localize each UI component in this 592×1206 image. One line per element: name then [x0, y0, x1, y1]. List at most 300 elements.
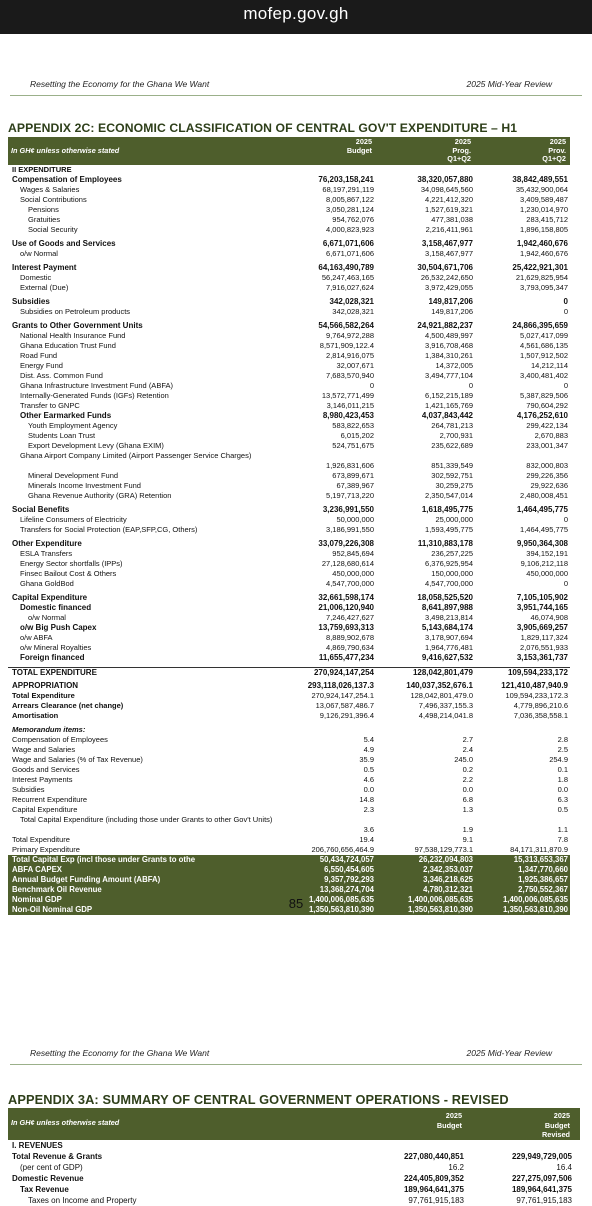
row-value-col2: 189,964,641,375 [511, 1185, 572, 1194]
row-label: National Health Insurance Fund [20, 331, 126, 340]
row-label: Subsidies [12, 785, 45, 794]
row-value-col3: 1,350,563,810,390 [502, 905, 568, 914]
row-label: o/w Normal [20, 249, 58, 258]
row-label: o/w ABFA [20, 633, 53, 642]
row-value-col2: 5,143,684,174 [421, 623, 473, 632]
row-value-col3: 1,925,386,657 [518, 875, 568, 884]
row-label: Domestic Revenue [12, 1174, 84, 1183]
table-row [8, 613, 570, 623]
row-value-col3: 1,942,460,676 [520, 249, 568, 258]
row-value-col2: 14,372,005 [435, 361, 473, 370]
table-row [8, 815, 570, 835]
row-value-col2: 2,342,353,037 [423, 865, 473, 874]
row-value-col3: 35,432,900,064 [515, 185, 568, 194]
row-value-col2: 18,058,525,520 [417, 593, 473, 602]
row-value-col2: 2,700,931 [439, 431, 473, 440]
row-value-col1: 13,759,693,313 [318, 623, 374, 632]
table-row [8, 225, 570, 235]
row-value-col1: 9,764,972,288 [326, 331, 374, 340]
row-value-col1: 0 [369, 381, 374, 390]
table-row [8, 401, 570, 411]
row-value-col3: 1,400,006,085,635 [502, 895, 568, 904]
row-value-col2: 97,761,915,183 [516, 1196, 572, 1205]
row-value-col1: 13,067,587,486.7 [315, 701, 374, 710]
row-label: Domestic financed [20, 603, 92, 612]
row-value-col1: 1,350,563,810,390 [308, 905, 374, 914]
row-value-col3: 38,842,489,551 [512, 175, 568, 184]
table-row [8, 411, 570, 421]
row-value-col1: 0.5 [363, 765, 374, 774]
row-label: I. REVENUES [12, 1141, 63, 1150]
row-value-col2: 4,500,489,997 [425, 331, 473, 340]
table-row [8, 681, 570, 691]
col-header-budget: 2025 Budget [346, 137, 372, 155]
row-value-col1: 270,924,147,254 [313, 668, 374, 677]
table-row [8, 539, 570, 549]
row-value-col3: 1,942,460,676 [516, 239, 568, 248]
table-row [8, 775, 570, 785]
row-label: Annual Budget Funding Amount (ABFA) [12, 875, 161, 884]
row-value-col3: 0 [563, 515, 568, 524]
row-value-col3: 1,829,117,324 [520, 633, 568, 642]
table-row [8, 215, 570, 225]
table-row [8, 391, 570, 401]
row-value-col3: 121,410,487,940.9 [501, 681, 568, 690]
row-value-col1: 4.6 [363, 775, 374, 784]
row-value-col3: 2,750,552,367 [518, 885, 568, 894]
row-label: Ghana Infrastructure Investment Fund (ABFA) [20, 381, 173, 390]
running-header-left-2: Resetting the Economy for the Ghana We Want [30, 1048, 210, 1058]
row-label: Benchmark Oil Revenue [12, 885, 102, 894]
row-value-col3: 2.5 [557, 745, 568, 754]
row-label: Social Security [28, 225, 78, 234]
row-value-col3: 1,230,014,970 [520, 205, 568, 214]
row-label: II EXPENDITURE [12, 165, 72, 174]
row-label: Foreign financed [20, 653, 85, 662]
table-row [8, 855, 570, 865]
operations-table [8, 1140, 580, 1206]
table-row [8, 865, 570, 875]
row-label: Goods and Services [12, 765, 80, 774]
row-value-col1: 11,655,477,234 [318, 653, 374, 662]
row-label: Dist. Ass. Common Fund [20, 371, 103, 380]
row-value-col3: 46,074,908 [530, 613, 568, 622]
row-label: Students Loan Trust [28, 431, 96, 440]
table-row [8, 745, 570, 755]
row-value-col1: 342,028,321 [332, 307, 374, 316]
url-text: mofep.gov.gh [243, 4, 349, 23]
row-value-col1: 673,899,671 [332, 471, 374, 480]
table-row [8, 549, 570, 559]
row-value-col3: 109,594,233,172 [507, 668, 568, 677]
row-value-col1: 13,572,771,499 [321, 391, 374, 400]
row-value-col3: 0 [563, 381, 568, 390]
row-label: Export Development Levy (Ghana EXIM) [28, 441, 164, 450]
row-value-col2: 227,275,097,506 [511, 1174, 572, 1183]
row-label: Transfer to GNPC [20, 401, 80, 410]
row-value-col1: 0.0 [363, 785, 374, 794]
row-value-col2: 26,232,094,803 [418, 855, 473, 864]
row-value-col2: 128,042,801,479.0 [410, 691, 473, 700]
row-value-col1: 8,889,902,678 [326, 633, 374, 642]
row-value-col3: 6.3 [557, 795, 568, 804]
row-value-col1: 8,571,909,122.4 [319, 341, 374, 350]
row-label: Gratuities [28, 215, 61, 224]
table-row [8, 633, 570, 643]
row-value-col1: 7,683,570,940 [326, 371, 374, 380]
row-value-col1: 35.9 [359, 755, 374, 764]
table-row [8, 667, 570, 677]
table-row [8, 643, 570, 653]
row-value-col3: 2,480,008,451 [520, 491, 568, 500]
row-label: Other Expenditure [12, 539, 82, 548]
table-row [8, 431, 570, 441]
row-value-col2: 1,350,563,810,390 [407, 905, 473, 914]
table-row [8, 603, 570, 613]
row-value-col1: 342,028,321 [329, 297, 374, 306]
row-value-col1: 954,762,076 [332, 215, 374, 224]
row-value-col3: 21,629,825,954 [515, 273, 568, 282]
row-value-col2: 2.2 [462, 775, 473, 784]
table-row [8, 297, 570, 307]
table-row [8, 593, 570, 603]
row-value-col1: 64,163,490,789 [318, 263, 374, 272]
row-value-col1: 270,924,147,254.1 [311, 691, 374, 700]
table-row [8, 239, 570, 249]
row-label: Social Benefits [12, 505, 70, 514]
table-row [8, 1162, 580, 1173]
row-value-col2: 9,416,627,532 [421, 653, 473, 662]
row-value-col2: 24,921,882,237 [417, 321, 473, 330]
row-label: Tax Revenue [20, 1185, 69, 1194]
table-row [8, 371, 570, 381]
row-value-col2: 1,384,310,261 [425, 351, 473, 360]
row-label: Transfers for Social Protection (EAP,SFP,CG, Others) [20, 525, 198, 534]
row-value-col3: 25,422,921,301 [512, 263, 568, 272]
row-value-col3: 7.8 [557, 835, 568, 844]
row-value-col2: 2.4 [462, 745, 473, 754]
row-value-col1: 14.8 [359, 795, 374, 804]
row-value-col1: 56,247,463,165 [321, 273, 374, 282]
row-value-col3: 3,400,481,402 [520, 371, 568, 380]
row-value-col2: 2,216,411,961 [425, 225, 473, 234]
row-value-col3: 4,176,252,610 [516, 411, 568, 420]
row-value-col2: 1,527,619,321 [425, 205, 473, 214]
row-value-col2: 34,098,645,560 [420, 185, 473, 194]
row-value-col1: 76,203,158,241 [318, 175, 374, 184]
table-row [8, 1173, 580, 1184]
row-value-col1: 6,671,071,606 [326, 249, 374, 258]
row-value-col3: 1.1 [557, 825, 568, 834]
row-value-col3: 5,027,417,099 [520, 331, 568, 340]
row-label: Memorandum items: [12, 725, 86, 734]
row-value-col1: 19.4 [359, 835, 374, 844]
row-label: Ghana GoldBod [20, 579, 74, 588]
row-label: ABFA CAPEX [12, 865, 62, 874]
row-label: Subsidies [12, 297, 50, 306]
row-value-col2: 1,421,165,769 [425, 401, 473, 410]
row-value-col1: 293,118,026,137.3 [307, 681, 374, 690]
row-label: Capital Expenditure [12, 805, 78, 814]
row-value-col2: 1,400,006,085,635 [407, 895, 473, 904]
row-label: Mineral Development Fund [28, 471, 119, 480]
unit-label: In GH¢ unless otherwise stated [11, 146, 120, 155]
row-value-col3: 14,212,114 [531, 361, 568, 370]
row-value-col3: 233,001,347 [526, 441, 568, 450]
row-value-col3: 0.5 [557, 805, 568, 814]
table-row [8, 885, 570, 895]
row-value-col3: 1,464,495,775 [520, 525, 568, 534]
page-number: 85 [288, 896, 304, 911]
table-row [8, 765, 570, 775]
row-value-col1: 583,822,653 [332, 421, 374, 430]
table-header-2 [8, 1108, 580, 1140]
row-value-col1: 6,550,454,605 [324, 865, 374, 874]
table-row [8, 263, 570, 273]
row-value-col3: 9,950,364,308 [516, 539, 568, 548]
row-label: Total Expenditure [12, 691, 75, 700]
row-value-col1: 67,389,967 [336, 481, 374, 490]
table-row [8, 1184, 580, 1195]
table-row [8, 735, 570, 745]
row-value-col1: 33,079,226,308 [318, 539, 374, 548]
table-row [8, 559, 570, 569]
table-row [8, 785, 570, 795]
table-row [8, 835, 570, 845]
row-value-col1: 3,146,011,215 [326, 401, 374, 410]
row-value-col2: 150,000,000 [431, 569, 473, 578]
row-value-col2: 6.8 [462, 795, 473, 804]
col-header-budget-2: 2025 Budget [436, 1111, 462, 1130]
row-label: Grants to Other Government Units [12, 321, 143, 330]
row-label: (per cent of GDP) [20, 1163, 83, 1172]
row-value-col1: 5,197,713,220 [326, 491, 374, 500]
row-value-col2: 3,158,467,977 [425, 249, 473, 258]
table-row [8, 1195, 580, 1206]
table-row [8, 321, 570, 331]
row-label: Nominal GDP [12, 895, 62, 904]
row-value-col2: 4,037,843,442 [421, 411, 473, 420]
row-value-col3: 3,153,361,737 [516, 653, 568, 662]
row-label: Non-Oil Nominal GDP [12, 905, 93, 914]
row-value-col2: 3,972,429,055 [425, 283, 473, 292]
row-value-col3: 394,152,191 [526, 549, 568, 558]
running-header-2 [30, 1048, 562, 1064]
table-row [8, 195, 570, 205]
table-row [8, 283, 570, 293]
browser-address-bar[interactable] [0, 0, 592, 34]
row-value-col3: 299,226,356 [526, 471, 568, 480]
table-row [8, 481, 570, 491]
row-value-col3: 7,036,358,558.1 [513, 711, 568, 720]
row-value-col2: 149,817,206 [431, 307, 473, 316]
row-label: Total Capital Expenditure (including those under Grants to other Gov't Units) [20, 815, 273, 824]
row-value-col2: 2,350,547,014 [425, 491, 473, 500]
row-value-col2: 851,339,549 [431, 461, 473, 470]
row-value-col1: 524,751,675 [332, 441, 374, 450]
row-label: Arrears Clearance (net change) [12, 701, 124, 710]
row-value-col2: 30,504,671,706 [417, 263, 473, 272]
row-label: Total Expenditure [12, 835, 70, 844]
document-page-85 [0, 34, 592, 970]
row-value-col2: 264,781,213 [431, 421, 473, 430]
row-value-col3: 1,464,495,775 [516, 505, 568, 514]
appendix-title: APPENDIX 2C: ECONOMIC CLASSIFICATION OF CENTRAL GOV'T EXPENDITURE – H1 [8, 121, 518, 135]
row-label: Minerals Income Investment Fund [28, 481, 141, 490]
row-value-col1: 97,761,915,183 [408, 1196, 464, 1205]
row-value-col1: 5.4 [363, 735, 374, 744]
row-value-col2: 4,221,412,320 [425, 195, 473, 204]
row-value-col1: 27,128,680,614 [321, 559, 374, 568]
row-value-col2: 236,257,225 [431, 549, 473, 558]
col-header-prov: 2025 Prov. Q1+Q2 [542, 137, 566, 163]
row-value-col2: 6,152,215,189 [425, 391, 473, 400]
table-row [8, 471, 570, 481]
row-value-col2: 128,042,801,479 [412, 668, 473, 677]
row-value-col2: 11,310,883,178 [417, 539, 473, 548]
table-row [8, 755, 570, 765]
document-page-next [0, 1030, 592, 1205]
row-value-col2: 3,498,213,814 [425, 613, 473, 622]
row-label: Wage and Salaries (% of Tax Revenue) [12, 755, 143, 764]
row-value-col2: 3,494,777,104 [425, 371, 473, 380]
row-value-col3: 0.0 [557, 785, 568, 794]
row-value-col1: 32,007,671 [336, 361, 374, 370]
row-label: External (Due) [20, 283, 69, 292]
col-header-prog: 2025 Prog. Q1+Q2 [447, 137, 471, 163]
row-value-col1: 7,916,027,624 [326, 283, 374, 292]
row-value-col1: 3.6 [363, 825, 374, 834]
row-label: Energy Fund [20, 361, 63, 370]
row-value-col3: 24,866,395,659 [512, 321, 568, 330]
row-value-col1: 16.2 [448, 1163, 464, 1172]
row-value-col3: 4,779,896,210.6 [513, 701, 568, 710]
row-label: Total Revenue & Grants [12, 1152, 103, 1161]
row-value-col2: 0.0 [462, 785, 473, 794]
row-value-col3: 1,507,912,502 [520, 351, 568, 360]
table-row [8, 307, 570, 317]
table-row [8, 653, 570, 663]
row-label: Capital Expenditure [12, 593, 88, 602]
row-value-col2: 229,949,729,005 [511, 1152, 572, 1161]
row-label: Recurrent Expenditure [12, 795, 88, 804]
row-value-col3: 254.9 [549, 755, 568, 764]
row-value-col3: 450,000,000 [526, 569, 568, 578]
row-value-col2: 1,593,495,775 [425, 525, 473, 534]
row-value-col2: 4,780,312,321 [423, 885, 473, 894]
row-value-col3: 0 [563, 307, 568, 316]
row-value-col2: 2.7 [462, 735, 473, 744]
row-label: Wages & Salaries [20, 185, 80, 194]
table-row [8, 421, 570, 431]
table-row [8, 441, 570, 451]
table-row [8, 175, 570, 185]
expenditure-table [8, 165, 570, 915]
row-value-col2: 1.3 [462, 805, 473, 814]
row-value-col1: 952,845,694 [332, 549, 374, 558]
row-value-col3: 832,000,803 [526, 461, 568, 470]
row-label: Ghana Revenue Authority (GRA) Retention [28, 491, 172, 500]
row-label: TOTAL EXPENDITURE [12, 668, 97, 677]
row-value-col3: 299,422,134 [526, 421, 568, 430]
row-value-col2: 3,178,907,694 [425, 633, 473, 642]
row-value-col2: 25,000,000 [435, 515, 473, 524]
row-label: Lifeline Consumers of Electricity [20, 515, 127, 524]
row-label: Road Fund [20, 351, 58, 360]
row-label: Internally-Generated Funds (IGFs) Retention [20, 391, 169, 400]
row-label: Domestic [20, 273, 52, 282]
row-value-col3: 29,922,636 [530, 481, 568, 490]
row-value-col2: 245.0 [454, 755, 473, 764]
row-value-col3: 5,387,829,506 [520, 391, 568, 400]
row-value-col2: 6,376,925,954 [425, 559, 473, 568]
row-label: o/w Normal [28, 613, 66, 622]
table-row [8, 1151, 580, 1162]
row-label: o/w Big Push Capex [20, 623, 97, 632]
row-value-col1: 7,246,427,627 [326, 613, 374, 622]
row-value-col1: 32,661,598,174 [318, 593, 374, 602]
row-value-col1: 6,671,071,606 [322, 239, 374, 248]
row-value-col1: 4,547,700,000 [326, 579, 374, 588]
row-value-col3: 84,171,311,870.9 [510, 845, 568, 854]
row-label: Total Capital Exp (incl those under Grants to othe [12, 855, 196, 864]
row-value-col1: 68,197,291,119 [322, 185, 374, 194]
table-row [8, 185, 570, 195]
row-value-col2: 26,532,242,650 [420, 273, 473, 282]
table-row [8, 273, 570, 283]
table-row [8, 351, 570, 361]
col-header-revised-2: 2025 Budget Revised [542, 1111, 570, 1139]
row-label: Amortisation [12, 711, 59, 720]
running-header [30, 79, 562, 95]
row-value-col3: 0 [563, 297, 568, 306]
row-value-col3: 3,951,744,165 [516, 603, 568, 612]
row-value-col2: 1.9 [462, 825, 473, 834]
table-row [8, 361, 570, 371]
row-value-col1: 450,000,000 [332, 569, 374, 578]
row-value-col2: 1,964,776,481 [425, 643, 473, 652]
table-row [8, 505, 570, 515]
table-row [8, 491, 570, 501]
row-value-col2: 1,618,495,775 [421, 505, 473, 514]
row-value-col1: 9,357,792,293 [324, 875, 374, 884]
row-label: o/w Mineral Royalties [20, 643, 92, 652]
row-value-col2: 235,622,689 [431, 441, 473, 450]
table-row [8, 331, 570, 341]
row-value-col3: 7,105,105,902 [516, 593, 568, 602]
row-label: Compensation of Employees [12, 175, 122, 184]
row-value-col2: 0.2 [462, 765, 473, 774]
row-value-col2: 3,916,708,468 [425, 341, 473, 350]
row-label: Other Earmarked Funds [20, 411, 112, 420]
row-label: Wage and Salaries [12, 745, 76, 754]
table-row [8, 381, 570, 391]
table-row [8, 525, 570, 535]
row-value-col1: 2,814,916,075 [326, 351, 374, 360]
row-value-col1: 50,434,724,057 [319, 855, 374, 864]
row-label: Energy Sector shortfalls (IPPs) [20, 559, 123, 568]
table-row [8, 805, 570, 815]
row-label: Ghana Education Trust Fund [20, 341, 116, 350]
row-value-col2: 477,381,038 [431, 215, 473, 224]
row-value-col3: 15,313,653,367 [513, 855, 568, 864]
row-value-col1: 3,236,991,550 [322, 505, 374, 514]
row-value-col2: 9.1 [462, 835, 473, 844]
table-row [8, 623, 570, 633]
table-header [8, 137, 570, 165]
row-label: Youth Employment Agency [28, 421, 118, 430]
table-row [8, 515, 570, 525]
